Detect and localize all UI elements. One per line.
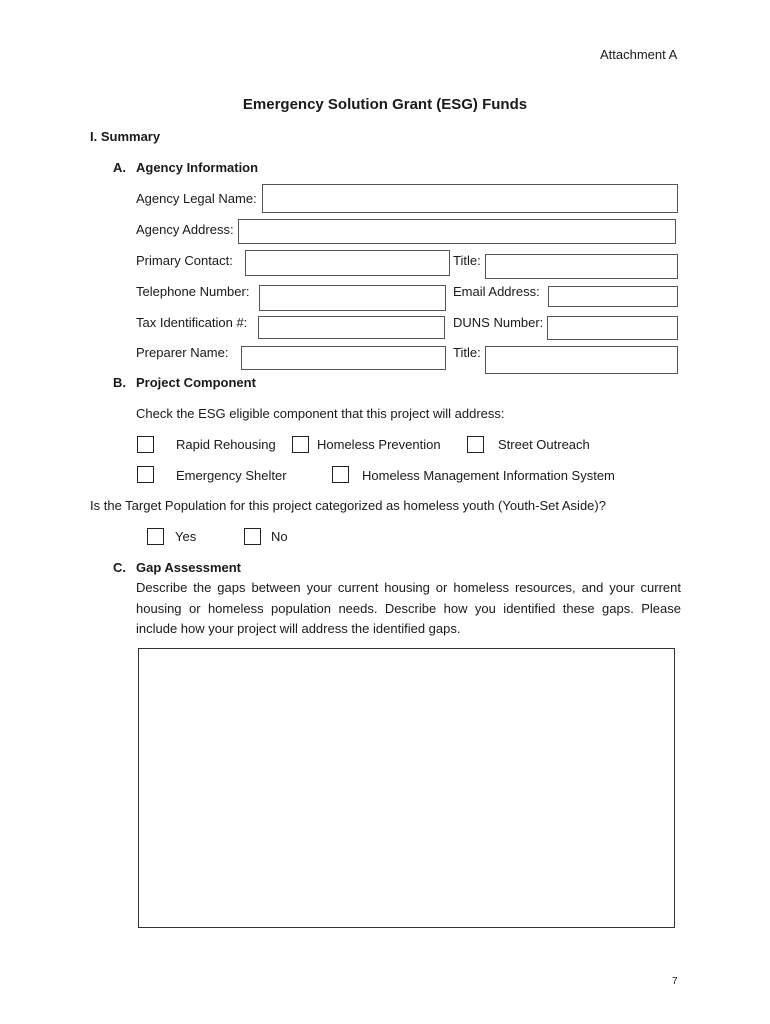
contact-title-label: Title: xyxy=(453,253,481,268)
youth-yes-label: Yes xyxy=(175,529,197,544)
rapid-rehousing-label: Rapid Rehousing xyxy=(176,437,276,452)
street-outreach-checkbox[interactable] xyxy=(467,436,484,453)
emergency-shelter-label: Emergency Shelter xyxy=(176,468,287,483)
page-title: Emergency Solution Grant (ESG) Funds xyxy=(242,96,528,113)
primary-contact-field[interactable] xyxy=(245,250,450,276)
page-number: 7 xyxy=(672,976,678,987)
preparer-name-label: Preparer Name: xyxy=(136,345,229,360)
rapid-rehousing-checkbox[interactable] xyxy=(137,436,154,453)
contact-title-field[interactable] xyxy=(485,254,678,279)
telephone-label: Telephone Number: xyxy=(136,284,250,299)
email-field[interactable] xyxy=(548,286,678,307)
component-instruction: Check the ESG eligible component that this project will address: xyxy=(136,406,505,421)
duns-label: DUNS Number: xyxy=(453,315,544,330)
agency-address-label: Agency Address: xyxy=(136,222,234,237)
homeless-prevention-checkbox[interactable] xyxy=(292,436,309,453)
agency-address-field[interactable] xyxy=(238,219,676,244)
youth-yes-checkbox[interactable] xyxy=(147,528,164,545)
youth-no-checkbox[interactable] xyxy=(244,528,261,545)
telephone-field[interactable] xyxy=(259,285,446,311)
youth-question: Is the Target Population for this project categorized as homeless youth (Youth-Set Aside)? xyxy=(90,498,606,513)
section-b-heading: Project Component xyxy=(136,375,256,390)
youth-no-label: No xyxy=(271,529,288,544)
preparer-title-field[interactable] xyxy=(485,346,678,374)
section-a-marker: A. xyxy=(113,160,126,175)
primary-contact-label: Primary Contact: xyxy=(136,253,233,268)
gap-assessment-description: Describe the gaps between your current housing or homeless resources, and your current housing or homeless population needs. Describe how you identified these gaps. Please include how your project will address the identified gaps. xyxy=(136,580,681,636)
tax-id-field[interactable] xyxy=(258,316,445,339)
agency-legal-name-field[interactable] xyxy=(262,184,678,213)
gap-assessment-response-box[interactable] xyxy=(138,648,675,928)
tax-id-label: Tax Identification #: xyxy=(136,315,248,330)
hmis-checkbox[interactable] xyxy=(332,466,349,483)
duns-field[interactable] xyxy=(547,316,678,340)
homeless-prevention-label: Homeless Prevention xyxy=(317,437,441,452)
attachment-label: Attachment A xyxy=(600,47,678,62)
street-outreach-label: Street Outreach xyxy=(498,437,590,452)
emergency-shelter-checkbox[interactable] xyxy=(137,466,154,483)
preparer-title-label: Title: xyxy=(453,345,481,360)
preparer-name-field[interactable] xyxy=(241,346,446,370)
agency-legal-name-label: Agency Legal Name: xyxy=(136,191,257,206)
section-c-marker: C. xyxy=(113,560,126,575)
hmis-label: Homeless Management Information System xyxy=(362,468,615,483)
email-label: Email Address: xyxy=(453,284,540,299)
section-a-heading: Agency Information xyxy=(136,160,259,175)
section-b-marker: B. xyxy=(113,375,126,390)
section-c-heading: Gap Assessment xyxy=(136,560,242,575)
section-summary-heading: I. Summary xyxy=(90,129,161,144)
